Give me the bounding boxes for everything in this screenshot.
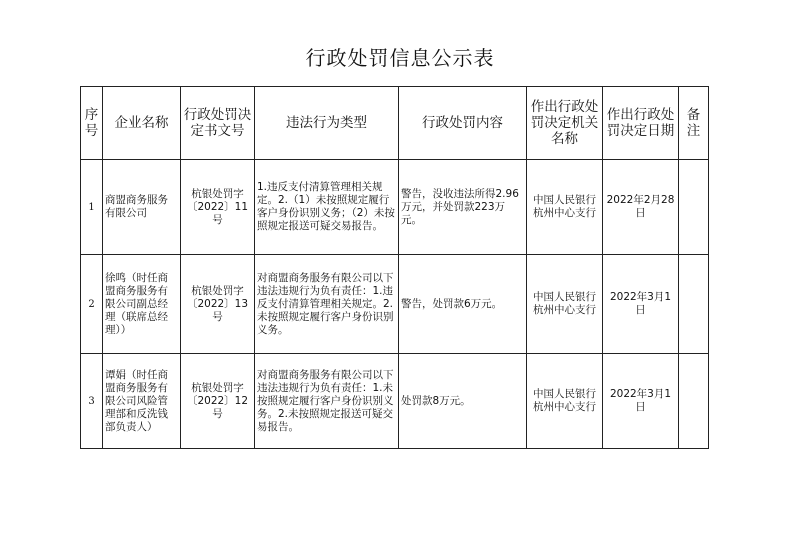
cell-doc-no: 杭银处罚字〔2022〕13号 xyxy=(181,255,255,354)
cell-company: 徐鸣（时任商盟商务服务有限公司副总经理（联席总经理）） xyxy=(103,255,181,354)
cell-penalty: 警告，没收违法所得2.96万元，并处罚款223万元。 xyxy=(399,160,527,255)
header-doc-no: 行政处罚决定书文号 xyxy=(181,87,255,160)
cell-violation: 1.违反支付清算管理相关规定。2.（1）未按照规定履行客户身份识别义务；（2）未按照规定报送可疑交易报告。 xyxy=(255,160,399,255)
header-penalty: 行政处罚内容 xyxy=(399,87,527,160)
table-row xyxy=(81,160,709,255)
cell-doc-no: 杭银处罚字〔2022〕11号 xyxy=(181,160,255,255)
authority-line1: 中国人民银行 xyxy=(533,388,596,400)
table-row xyxy=(81,255,709,354)
penalty-table xyxy=(80,86,709,449)
cell-date: 2022年3月1日 xyxy=(603,255,679,354)
header-date: 作出行政处罚决定日期 xyxy=(603,87,679,160)
authority-line2: 杭州中心支行 xyxy=(533,401,596,413)
header-remark: 备注 xyxy=(679,87,709,160)
authority-line1: 中国人民银行 xyxy=(533,194,596,206)
authority-line2: 杭州中心支行 xyxy=(533,207,596,219)
cell-violation: 对商盟商务服务有限公司以下违法违规行为负有责任：1.违反支付清算管理相关规定。2.未按照规定履行客户身份识别义务。 xyxy=(255,255,399,354)
cell-violation: 对商盟商务服务有限公司以下违法违规行为负有责任：1.未按照规定履行客户身份识别义务。2.未按照规定报送可疑交易报告。 xyxy=(255,354,399,449)
header-violation: 违法行为类型 xyxy=(255,87,399,160)
cell-remark xyxy=(679,354,709,449)
authority-line1: 中国人民银行 xyxy=(533,291,596,303)
authority-line2: 杭州中心支行 xyxy=(533,304,596,316)
cell-authority xyxy=(527,354,603,449)
table-header-row xyxy=(81,87,709,160)
cell-date: 2022年3月1日 xyxy=(603,354,679,449)
cell-doc-no: 杭银处罚字〔2022〕12号 xyxy=(181,354,255,449)
cell-serial: 2 xyxy=(81,255,103,354)
page-title: 行政处罚信息公示表 xyxy=(305,46,495,70)
header-serial: 序号 xyxy=(81,87,103,160)
table-row xyxy=(81,354,709,449)
cell-serial: 3 xyxy=(81,354,103,449)
header-company: 企业名称 xyxy=(103,87,181,160)
cell-authority xyxy=(527,160,603,255)
cell-date: 2022年2月28日 xyxy=(603,160,679,255)
cell-company: 谭娟（时任商盟商务服务有限公司风险管理部和反洗钱部负责人） xyxy=(103,354,181,449)
header-authority: 作出行政处罚决定机关名称 xyxy=(527,87,603,160)
cell-serial: 1 xyxy=(81,160,103,255)
cell-remark xyxy=(679,255,709,354)
cell-penalty: 处罚款8万元。 xyxy=(399,354,527,449)
cell-authority xyxy=(527,255,603,354)
cell-remark xyxy=(679,160,709,255)
cell-penalty: 警告，处罚款6万元。 xyxy=(399,255,527,354)
cell-company: 商盟商务服务有限公司 xyxy=(103,160,181,255)
